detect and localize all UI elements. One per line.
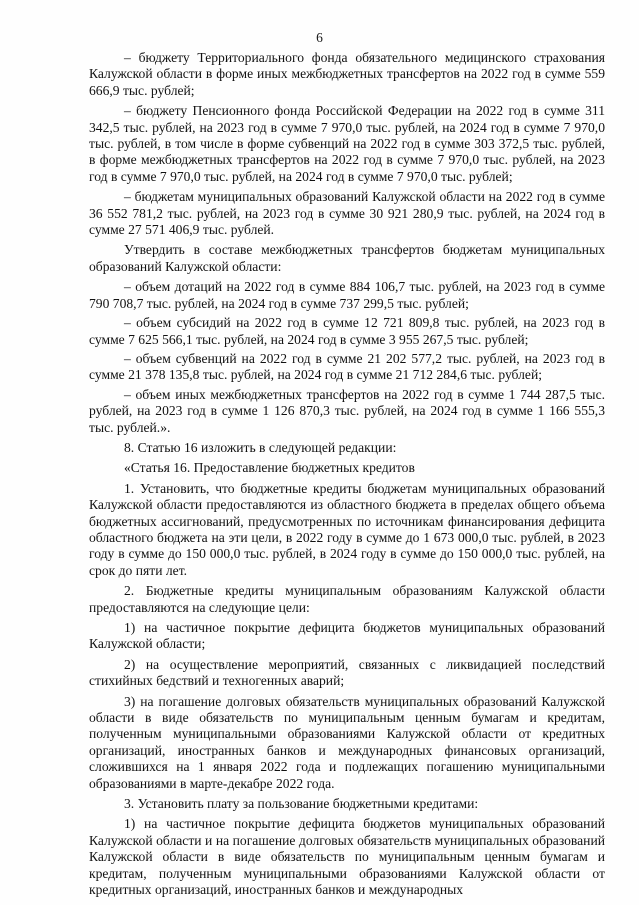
paragraph-item-1-credits: 1. Установить, что бюджетные кредиты бюджетам муниципальных образований Калужской области предоставляются из областного бюджета в пределах общего объема бюджетных ассигнований, предусмотренных по источникам финансирования дефицита областного бюджета на эти цели, в 2022 году в сумме до 1 673 000,0 тыс. рублей, в 2023 году в сумме до 150 000,0 тыс. рублей, в 2024 году в сумме до 150 000,0 тыс. рублей, на срок до пяти лет. [89, 480, 605, 578]
paragraph-pension-fund: – бюджету Пенсионного фонда Российской Федерации на 2022 год в сумме 311 342,5 тыс. рублей, на 2023 год в сумме 7 970,0 тыс. рублей, на 2024 год в сумме 7 970,0 тыс. рублей, в том числе в форме субвенций на 2022 год в сумме 303 372,5 тыс. рублей, в форме межбюджетных трансфертов на 2022 год в сумме 7 970,0 тыс. рублей, на 2023 год в сумме 7 970,0 тыс. рублей, на 2024 год в сумме 7 970,0 тыс. рублей; [89, 103, 605, 184]
paragraph-goal-1: 1) на частичное покрытие дефицита бюджетов муниципальных образований Калужской области; [89, 620, 605, 652]
paragraph-fee-1: 1) на частичное покрытие дефицита бюджетов муниципальных образований Калужской области и на погашение долговых обязательств муниципальных образований Калужской области в виде обязательств по муниципальным ценным бумагам и кредитам, полученным муниципальными образованиями Калужской области от кредитных организаций, иностранных банков и международных [89, 816, 605, 898]
paragraph-subsidies-dotations: – объем дотаций на 2022 год в сумме 884 106,7 тыс. рублей, на 2023 год в сумме 790 708,7 тыс. рублей, на 2024 год в сумме 737 299,5 тыс. рублей; [89, 279, 605, 311]
paragraph-municipal-budgets: – бюджетам муниципальных образований Калужской области на 2022 год в сумме 36 552 781,2 тыс. рублей, на 2023 год в сумме 30 921 280,9 тыс. рублей, на 2024 год в сумме 27 571 406,9 тыс. рублей. [89, 189, 605, 238]
paragraph-goal-3: 3) на погашение долговых обязательств муниципальных образований Калужской области в виде обязательств по муниципальным ценным бумагам и кредитам, полученным муниципальными образованиями Калужской области от кредитных организаций, иностранных банков и международных финансовых организаций, сложившихся на 1 января 2022 года и подлежащих погашению муниципальными образованиями в марте-декабре 2022 года. [89, 693, 605, 791]
paragraph-tfoms-transfer: – бюджету Территориального фонда обязательного медицинского страхования Калужской области в форме иных межбюджетных трансфертов на 2022 год в сумме 559 666,9 тыс. рублей; [89, 50, 605, 98]
page-number: 6 [316, 30, 323, 45]
paragraph-subventions: – объем субвенций на 2022 год в сумме 21 202 577,2 тыс. рублей, на 2023 год в сумме 21 378 135,8 тыс. рублей, на 2024 год в сумме 21 712 284,6 тыс. рублей; [89, 350, 605, 383]
paragraph-subsidies: – объем субсидий на 2022 год в сумме 12 721 809,8 тыс. рублей, на 2023 год в сумме 7 625 566,1 тыс. рублей, на 2024 год в сумме 3 955 267,5 тыс. рублей; [89, 315, 605, 347]
paragraph-approve-transfers: Утвердить в составе межбюджетных трансфертов бюджетам муниципальных образований Калужской области: [89, 242, 605, 274]
paragraph-goal-2: 2) на осуществление мероприятий, связанных с ликвидацией последствий стихийных бедствий и техногенных аварий; [89, 656, 605, 689]
paragraph-article-16-amend: 8. Статью 16 изложить в следующей редакции: [124, 439, 397, 455]
document-body [89, 50, 605, 899]
paragraph-item-3-fee: 3. Установить плату за пользование бюджетными кредитами: [124, 796, 479, 812]
paragraph-item-2-goals: 2. Бюджетные кредиты муниципальным образованиям Калужской области предоставляются на следующие цели: [89, 583, 605, 615]
paragraph-other-transfers: – объем иных межбюджетных трансфертов на 2022 год в сумме 1 744 287,5 тыс. рублей, на 2023 год в сумме 1 126 870,3 тыс. рублей, на 2024 год в сумме 1 166 555,3 тыс. рублей.». [89, 386, 605, 435]
paragraph-article-16-title: «Статья 16. Предоставление бюджетных кредитов [124, 460, 415, 476]
